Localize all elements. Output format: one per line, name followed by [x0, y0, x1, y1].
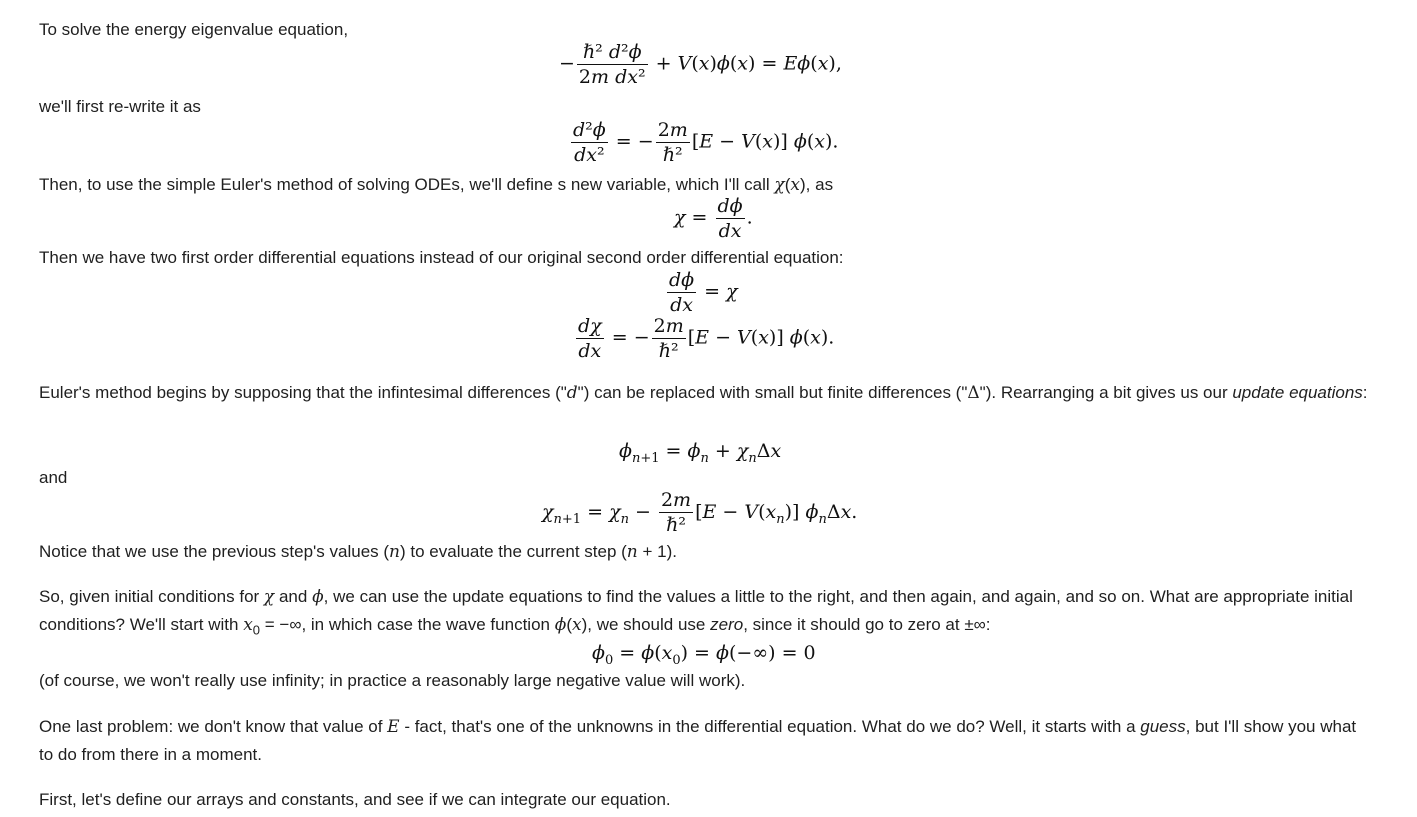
schrodinger-equation: − $\frac{\text{ℏ² d²ϕ}}{\text{2m dx²}}$ + V(x)ϕ(x) = Eϕ(x), [559, 41, 842, 88]
euler-method-paragraph: Euler's method begins by supposing that the infintesimal differences ("d") can be replaced with small but finite differences ("Δ"). Rearranging a bit gives us our update equations: [39, 383, 1368, 403]
and-text: and [39, 468, 68, 487]
notice-text: Notice that we use the previous step's values (n) to evaluate the current step (n + 1). [39, 542, 677, 562]
euler-intro-text: Then, to use the simple Euler's method of solving ODEs, we'll define s new variable, which I'll call χ(x), as [39, 175, 834, 195]
two-first-order-text: Then we have two first order differential equations instead of our original second order differential equation: [39, 248, 844, 267]
first-order-equation-chi: $\frac{d\chi}{dx}$ = − $\frac{2m}{\text{ℏ²}}$ [E − V(x)] ϕ(x). [578, 315, 835, 362]
phi-update-equation: $\phi_{n+1} = \phi_n + \chi_n\Delta x$ [619, 440, 782, 466]
first-order-equation-phi: $\frac{d\phi}{dx}$ = χ [669, 269, 738, 316]
chi-definition: χ = $\frac{d\phi}{dx}$ . [674, 195, 753, 242]
initial-conditions-paragraph: So, given initial conditions for χ and ϕ, we can use the update equations to find the values a little to the right, and then again, and again, and so on. What are appropriate initial conditions? We'll start with $x_0$ = −∞, in which case the wave function ϕ(x), we should use zero, since it should go to zero at ±∞: [39, 587, 1353, 638]
chi-update-equation: $\chi_{n+1} = \chi_n$ − $\frac{2m}{\text{ℏ²}}$ $[E - V(x_n)]$ $\phi_n\Delta x$. [542, 489, 858, 536]
rewritten-equation: $\frac{\text{d²ϕ}}{\text{dx²}}$ = − $\frac{2m}{\text{ℏ²}}$ [E − V(x)] ϕ(x). [573, 119, 839, 166]
initial-condition-equation: $\phi_0 = \phi(x_0) = \phi(-\infty) = 0$ [592, 642, 816, 668]
last-problem-paragraph: One last problem: we don't know that value of E - fact, that's one of the unknowns in the differential equation. What do we do? Well, it starts with a guess, but I'll show you what to do from there in a moment. [39, 717, 1357, 764]
rewrite-text: we'll first re-write it as [39, 97, 201, 116]
of-course-text: (of course, we won't really use infinity; in practice a reasonably large negative value will work). [39, 671, 746, 690]
first-text: First, let's define our arrays and constants, and see if we can integrate our equation. [39, 790, 671, 809]
intro-text: To solve the energy eigenvalue equation, [39, 20, 349, 39]
